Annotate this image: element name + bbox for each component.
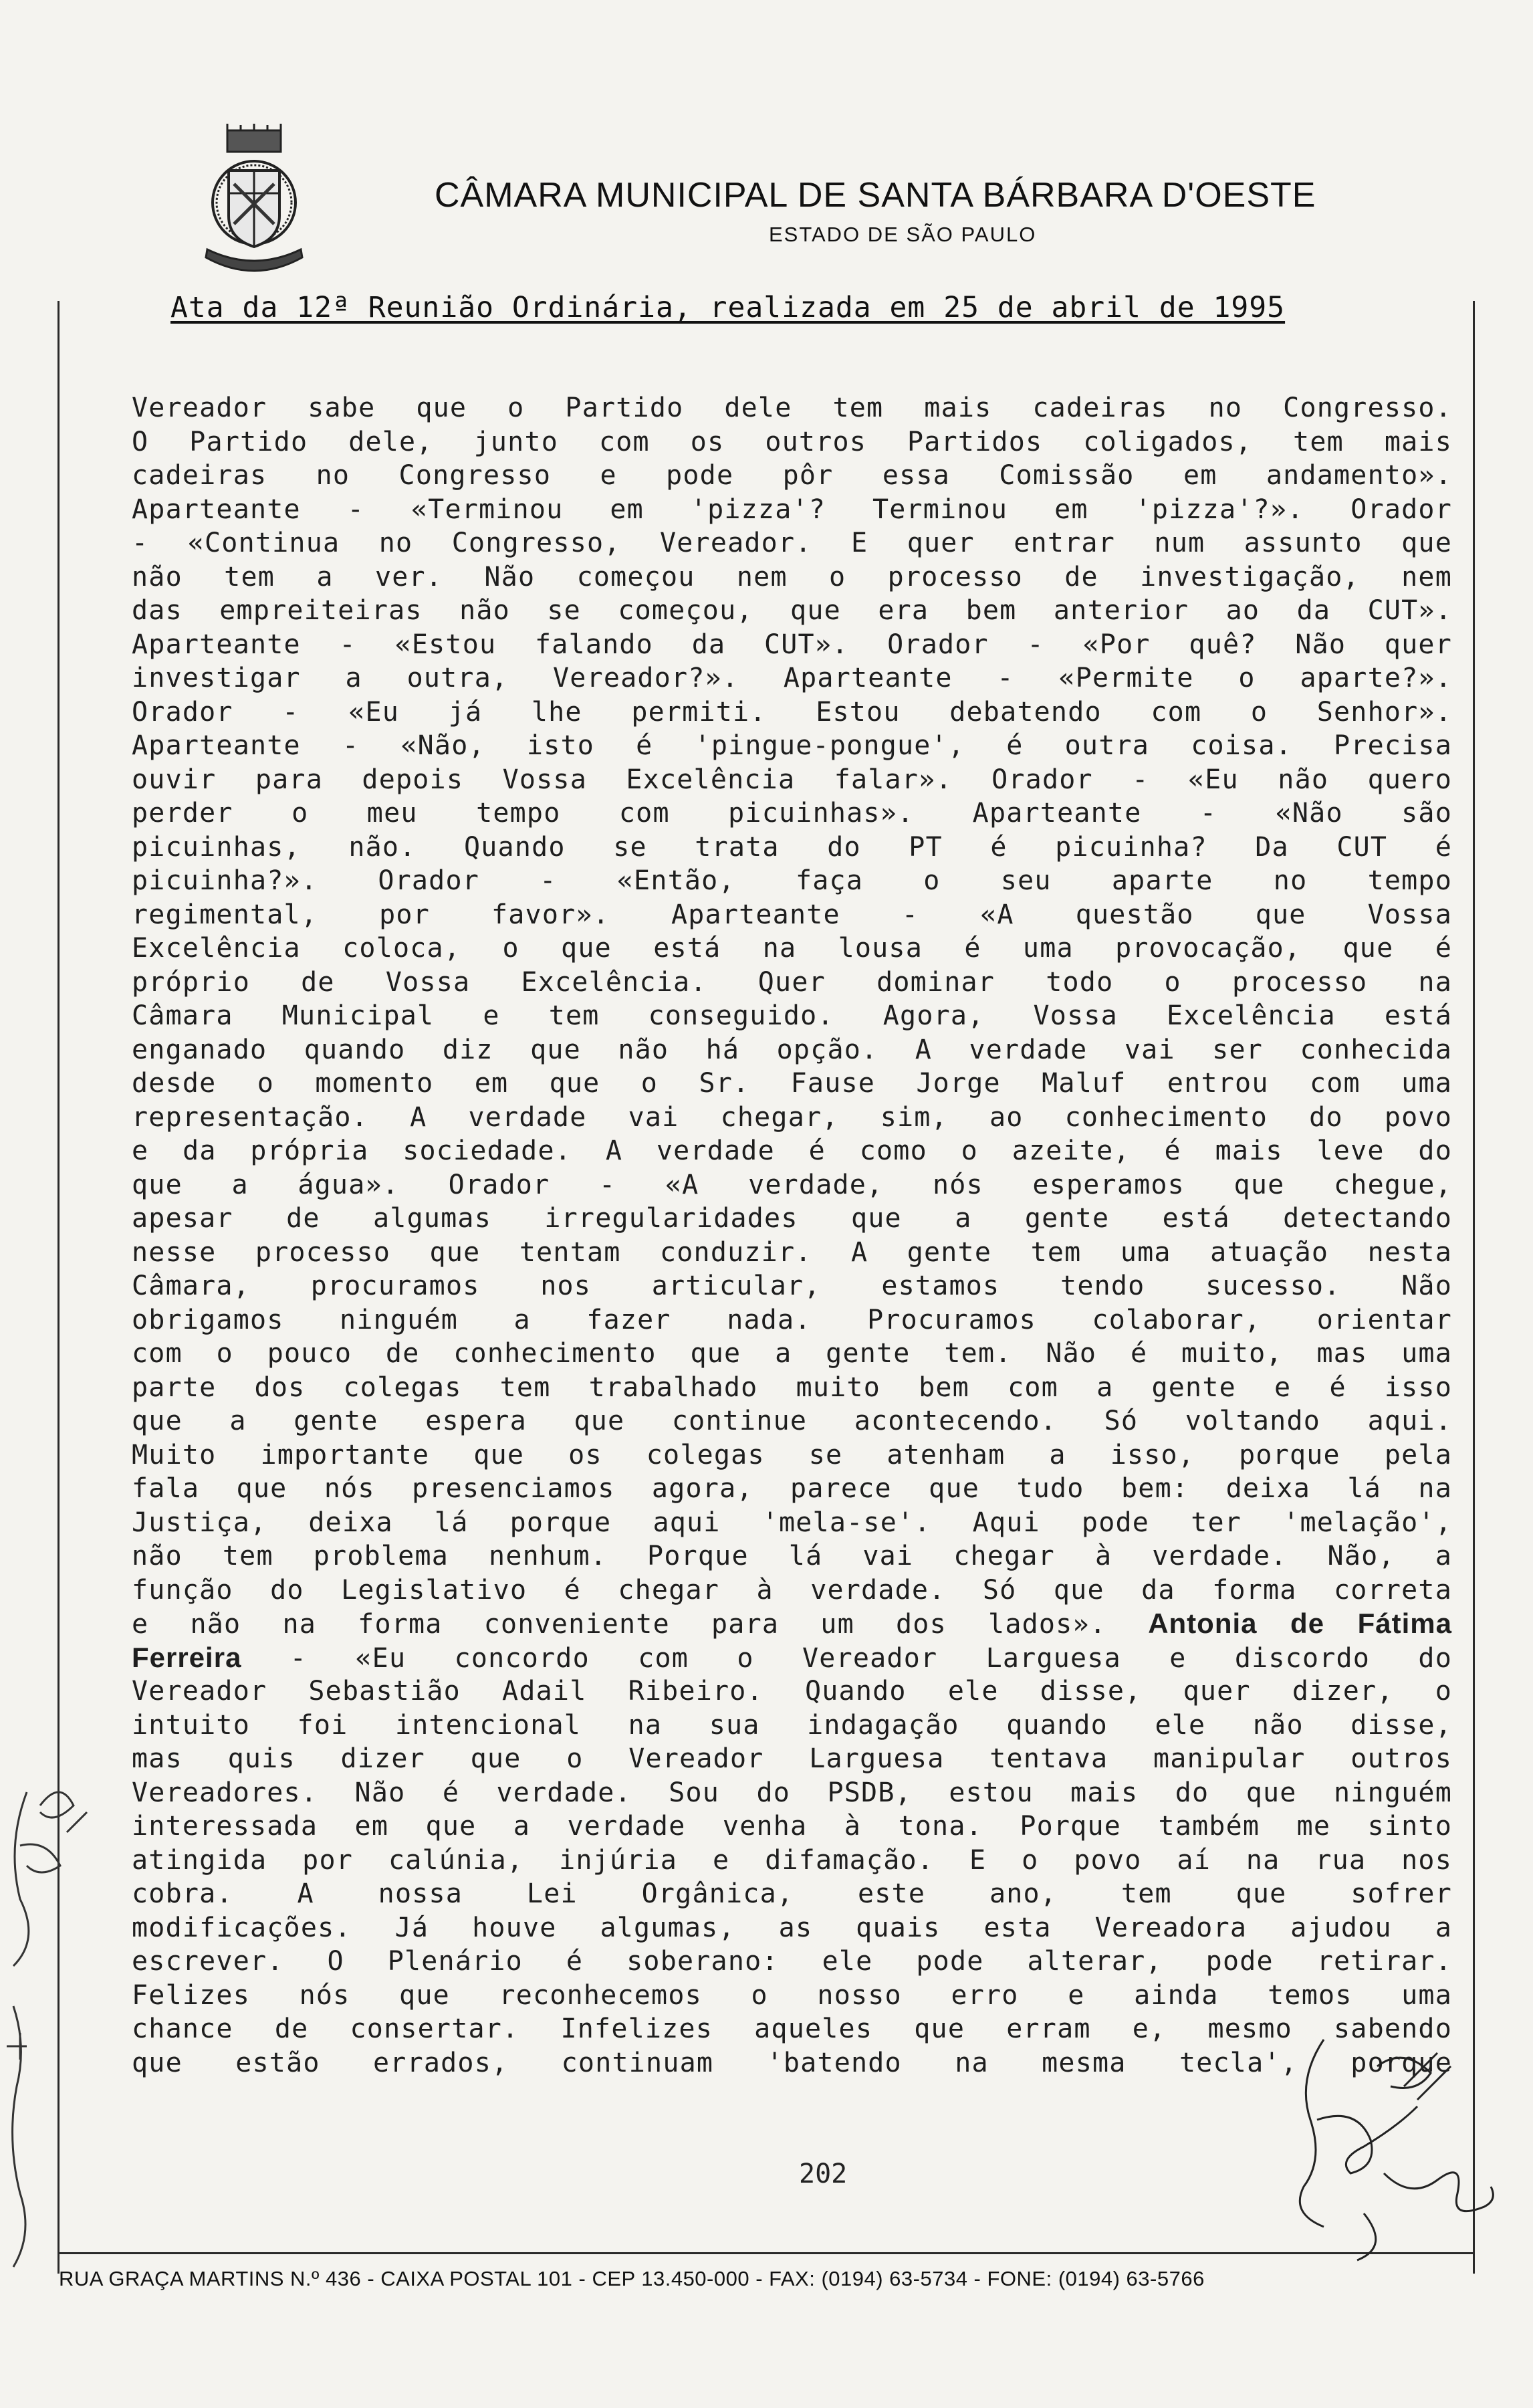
text-line: não tem a ver. Não começou nem o processo de investigação, nem xyxy=(132,561,1452,592)
left-margin-rule xyxy=(57,301,60,2274)
text-line: não tem problema nenhum. Porque lá vai chegar à verdade. Não, a xyxy=(132,1541,1452,1571)
institution-name: CÂMARA MUNICIPAL DE SANTA BÁRBARA D'OESTE xyxy=(435,176,1316,215)
text-line: investigar a outra, Vereador?». Aparteante - «Permite o aparte?». xyxy=(132,663,1452,693)
minutes-body xyxy=(132,391,1452,2080)
text-line: mas quis dizer que o Vereador Larguesa tentava manipular outros xyxy=(132,1743,1452,1774)
text-line: Vereador Sebastião Adail Ribeiro. Quando ele disse, quer dizer, o xyxy=(132,1676,1452,1707)
page-number: 202 xyxy=(799,2159,848,2189)
text-line: Aparteante - «Estou falando da CUT». Orador - «Por quê? Não quer xyxy=(132,629,1452,660)
text-line: apesar de algumas irregularidades que a gente está detectando xyxy=(132,1203,1452,1234)
footer-address: RUA GRAÇA MARTINS N.º 436 - CAIXA POSTAL 101 - CEP 13.450-000 - FAX: (0194) 63-5734 - FONE: (0194) 63-5766 xyxy=(59,2267,1205,2290)
text-line: com o pouco de conhecimento que a gente tem. Não é muito, mas uma xyxy=(132,1338,1452,1369)
signature-left-icon xyxy=(0,1765,94,2274)
text-fragment: - «Eu concordo com o Vereador Larguesa e discordo do xyxy=(289,1642,1452,1674)
text-line: enganado quando diz que não há opção. A verdade vai ser conhecida xyxy=(132,1034,1452,1065)
text-line: que a água». Orador - «A verdade, nós esperamos que chegue, xyxy=(132,1169,1452,1200)
text-line: Felizes nós que reconhecemos o nosso erro e ainda temos uma xyxy=(132,1979,1452,2011)
text-line: escrever. O Plenário é soberano: ele pode alterar, pode retirar. xyxy=(132,1946,1452,1977)
speaker-line xyxy=(132,1607,1452,1641)
municipal-crest-icon xyxy=(201,124,308,278)
text-line: Muito importante que os colegas se atenham a isso, porque pela xyxy=(132,1439,1452,1470)
text-line: das empreiteiras não se começou, que era bem anterior ao da CUT». xyxy=(132,595,1452,626)
text-line: nesse processo que tentam conduzir. A gente tem uma atuação nesta xyxy=(132,1236,1452,1268)
text-fragment: e não na forma conveniente para um dos lados». xyxy=(132,1609,1107,1640)
text-line: função do Legislativo é chegar à verdade. Só que da forma correta xyxy=(132,1574,1452,1606)
speaker-line xyxy=(132,1641,1452,1675)
text-line: Câmara, procuramos nos articular, estamos tendo sucesso. Não xyxy=(132,1271,1452,1301)
state-name: ESTADO DE SÃO PAULO xyxy=(769,223,1037,246)
text-line: Aparteante - «Terminou em 'pizza'? Terminou em 'pizza'?». Orador xyxy=(132,494,1452,525)
text-line: - «Continua no Congresso, Vereador. E quer entrar num assunto que xyxy=(132,528,1452,558)
text-line: Vereadores. Não é verdade. Sou do PSDB, estou mais do que ninguém xyxy=(132,1777,1452,1808)
text-line: cadeiras no Congresso e pode pôr essa Comissão em andamento». xyxy=(132,460,1452,491)
text-line: O Partido dele, junto com os outros Partidos coligados, tem mais xyxy=(132,426,1452,457)
text-line: Câmara Municipal e tem conseguido. Agora, Vossa Excelência está xyxy=(132,1000,1452,1031)
text-line: próprio de Vossa Excelência. Quer dominar todo o processo na xyxy=(132,966,1452,998)
text-line: ouvir para depois Vossa Excelência falar». Orador - «Eu não quero xyxy=(132,764,1452,795)
text-line: perder o meu tempo com picuinhas». Aparteante - «Não são xyxy=(132,798,1452,829)
text-line: Justiça, deixa lá porque aqui 'mela-se'. Aqui pode ter 'melação', xyxy=(132,1507,1452,1538)
text-line: fala que nós presenciamos agora, parece que tudo bem: deixa lá na xyxy=(132,1473,1452,1504)
text-line: representação. A verdade vai chegar, sim, ao conhecimento do povo xyxy=(132,1101,1452,1133)
footer-rule xyxy=(57,2252,1475,2254)
text-line: Vereador sabe que o Partido dele tem mais cadeiras no Congresso. xyxy=(132,393,1452,423)
minutes-title: Ata da 12ª Reunião Ordinária, realizada em 25 de abril de 1995 xyxy=(170,291,1286,324)
right-margin-rule xyxy=(1473,301,1475,2274)
text-line: e da própria sociedade. A verdade é como o azeite, é mais leve do xyxy=(132,1135,1452,1166)
text-line: que a gente espera que continue acontecendo. Só voltando aqui. xyxy=(132,1406,1452,1436)
text-line: desde o momento em que o Sr. Fause Jorge Maluf entrou com uma xyxy=(132,1068,1452,1099)
text-line: parte dos colegas tem trabalhado muito bem com a gente e é isso xyxy=(132,1372,1452,1403)
text-line: interessada em que a verdade venha à tona. Porque também me sinto xyxy=(132,1811,1452,1842)
text-line: atingida por calúnia, injúria e difamação. E o povo aí na rua nos xyxy=(132,1844,1452,1876)
text-line: Orador - «Eu já lhe permiti. Estou debatendo com o Senhor». xyxy=(132,696,1452,728)
speaker-name: Antonia de Fátima xyxy=(1148,1608,1452,1639)
text-line: intuito foi intencional na sua indagação quando ele não disse, xyxy=(132,1709,1452,1741)
text-line: cobra. A nossa Lei Orgânica, este ano, tem que sofrer xyxy=(132,1878,1452,1909)
text-line: Excelência coloca, o que está na lousa é uma provocação, que é xyxy=(132,933,1452,964)
text-line: Aparteante - «Não, isto é 'pingue-pongue', é outra coisa. Precisa xyxy=(132,730,1452,761)
text-line: chance de consertar. Infelizes aqueles que erram e, mesmo sabendo xyxy=(132,2013,1452,2044)
speaker-name: Ferreira xyxy=(132,1641,242,1673)
text-line: obrigamos ninguém a fazer nada. Procuramos colaborar, orientar xyxy=(132,1304,1452,1335)
text-line: que estão errados, continuam 'batendo na mesma tecla', porque xyxy=(132,2047,1452,2078)
text-line: picuinha?». Orador - «Então, faça o seu aparte no tempo xyxy=(132,865,1452,896)
text-line: modificações. Já houve algumas, as quais esta Vereadora ajudou a xyxy=(132,1912,1452,1943)
text-line: regimental, por favor». Aparteante - «A questão que Vossa xyxy=(132,899,1452,930)
text-line: picuinhas, não. Quando se trata do PT é picuinha? Da CUT é xyxy=(132,831,1452,863)
